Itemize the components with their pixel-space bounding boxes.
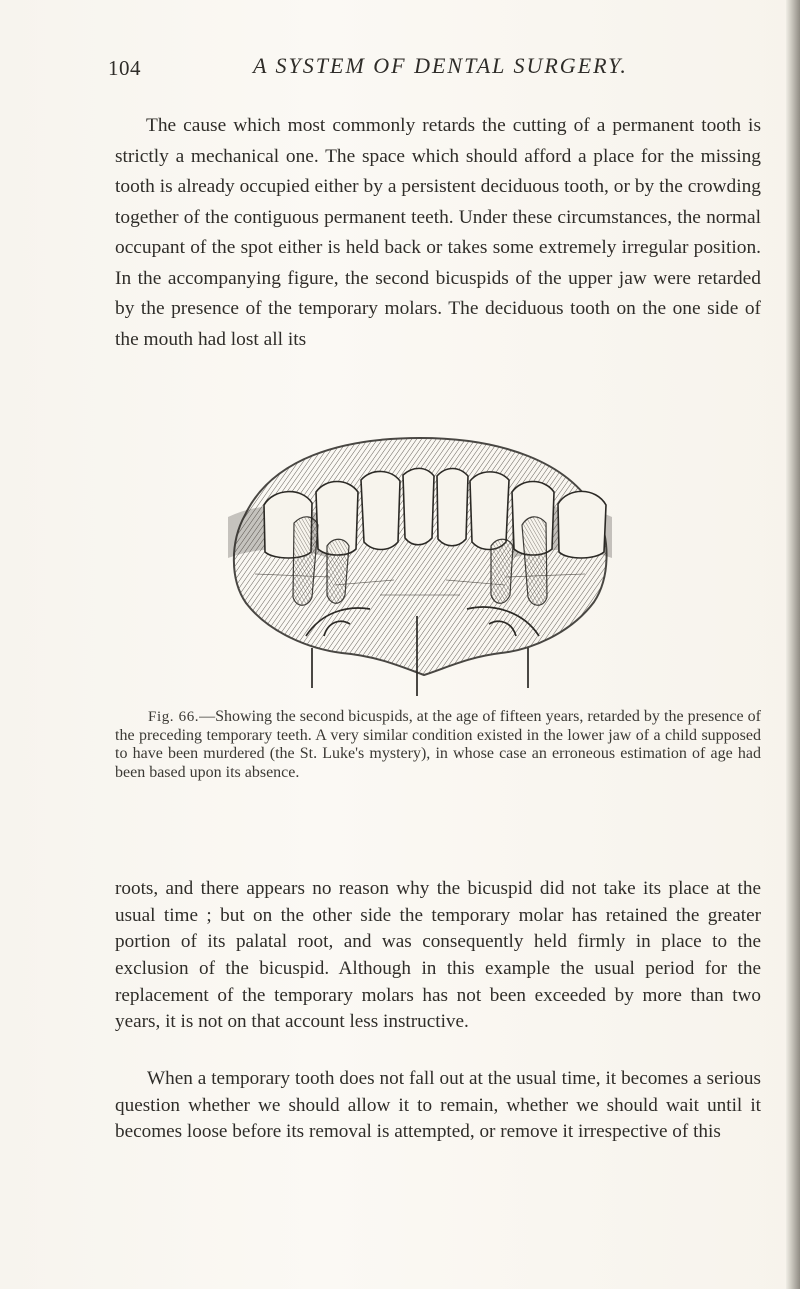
running-head: A SYSTEM OF DENTAL SURGERY. [253,53,628,78]
figure-label: Fig. 66. [148,709,200,725]
incisor-crown-1 [403,468,434,544]
page-edge-shadow [786,0,800,1289]
right-canine-crown [470,472,509,550]
right-molar-crown [558,491,606,558]
page-number: 104 [108,56,141,80]
paragraph-root-explanation: roots, and there appears no reason why the bicuspid did not take its place at the usual time ; but on the other side the temporary molar has retained the greater portion of its palatal root, and was consequently held firmly in place to the exclusion of the bicuspid. Although in this example the usual period for the replacement of the temporary molars has not been exceeded by more than two years, it is not on that account less instructive. [115,878,761,1033]
figure-caption-text: —Showing the second bicuspids, at the age of fifteen years, retarded by the presence of the preceding temporary teeth. A very similar condition existed in the lower jaw of a child supposed to have been murdered (the St. Luke's mystery), in whose case an erroneous estimation of age had been based upon its absence. [115,708,762,781]
left-canine-crown [361,471,400,549]
incisor-crown-2 [437,469,468,546]
dental-figure-illustration [210,420,630,700]
paragraph-temporary-tooth: When a temporary tooth does not fall out at the usual time, it becomes a serious question whether we should allow it to remain, whether we should wait until it becomes loose before its removal is attempted, or remove it irrespective of this [115,1068,761,1143]
page-header [108,48,728,82]
figure-caption [115,708,761,782]
deciduous-root-left [327,539,349,603]
deciduous-root-right [491,539,513,603]
paragraph-intro: The cause which most commonly retards the cutting of a permanent tooth is strictly a mechanical one. The space which should afford a place for the missing tooth is already occupied either by a persistent deciduous tooth, or by the crowding together of the contiguous permanent teeth. Under these circumstances, the normal occupant of the spot either is held back or takes some extremely irregular position. In the accompanying figure, the second bicuspids of the upper jaw were retarded by the presence of the temporary molars. The deciduous tooth on the one side of the mouth had lost all its [115,115,761,350]
